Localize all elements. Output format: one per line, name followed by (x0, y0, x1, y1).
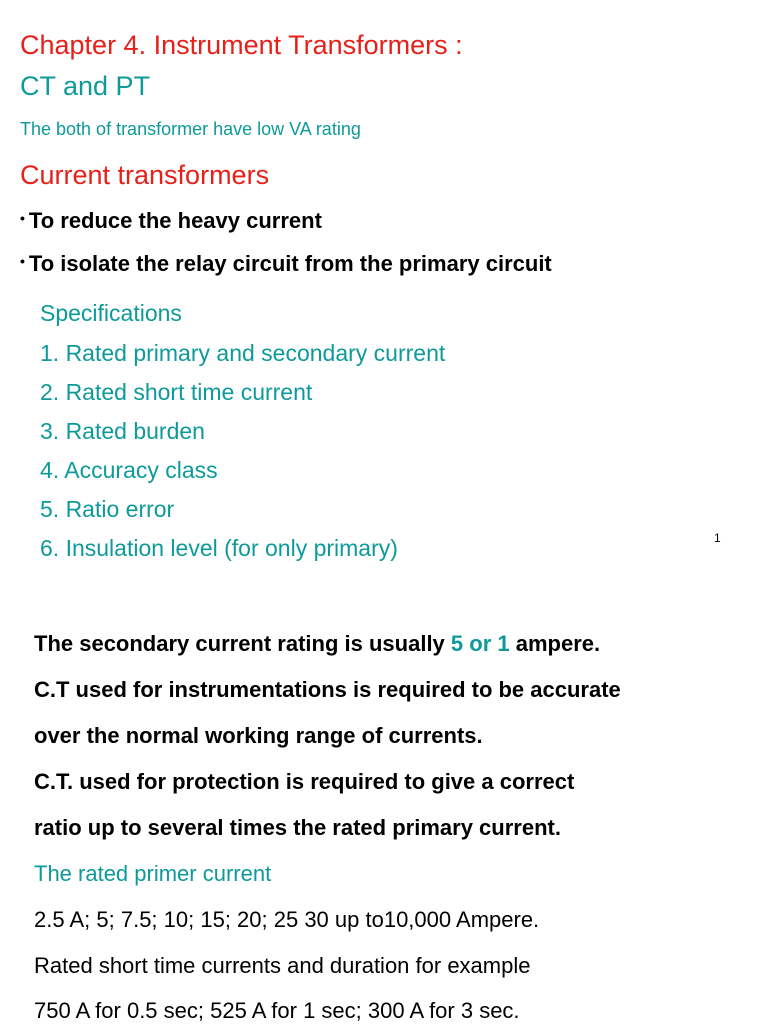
bullet-text: To reduce the heavy current (28, 208, 322, 233)
bullet-text: To isolate the relay circuit from the primary circuit (28, 251, 552, 276)
bullet-dot-icon: • (20, 253, 25, 269)
secondary-rating-line (34, 631, 600, 657)
chapter-subtitle: CT and PT (20, 71, 151, 101)
secondary-rating-value: 5 or 1 (450, 631, 510, 656)
specification-item: 6. Insulation level (for only primary) (40, 535, 398, 561)
short-time-example: 750 A for 0.5 sec; 525 A for 1 sec; 300 A for 3 sec. (34, 998, 520, 1023)
specification-item: 2. Rated short time current (40, 379, 313, 405)
rated-primer-values: 2.5 A; 5; 7.5; 10; 15; 20; 25 30 up to10,000 Ampere. (34, 907, 540, 932)
bullet-item (20, 208, 322, 234)
paragraph-line: C.T. used for protection is required to give a correct (34, 769, 575, 794)
section-heading: Current transformers (20, 160, 270, 190)
chapter-title: Chapter 4. Instrument Transformers : (20, 30, 463, 60)
secondary-rating-suffix: ampere. (509, 631, 601, 656)
bullet-dot-icon: • (20, 210, 25, 226)
specification-item: 3. Rated burden (40, 418, 205, 444)
specifications-heading: Specifications (40, 300, 182, 326)
specification-item: 4. Accuracy class (40, 457, 218, 483)
paragraph-line: C.T used for instrumentations is required to be accurate (34, 677, 621, 702)
paragraph-line: ratio up to several times the rated primary current. (34, 815, 561, 840)
specification-item: 5. Ratio error (40, 496, 175, 522)
page-number: 1 (714, 531, 721, 545)
specification-item: 1. Rated primary and secondary current (40, 340, 446, 366)
paragraph-line: over the normal working range of currents. (34, 723, 483, 748)
secondary-rating-prefix: The secondary current rating is usually (34, 631, 451, 656)
short-time-heading: Rated short time currents and duration for example (34, 953, 531, 978)
bullet-item (20, 251, 552, 277)
rated-primer-heading: The rated primer current (34, 861, 272, 886)
va-rating-note: The both of transformer have low VA rating (20, 119, 361, 139)
